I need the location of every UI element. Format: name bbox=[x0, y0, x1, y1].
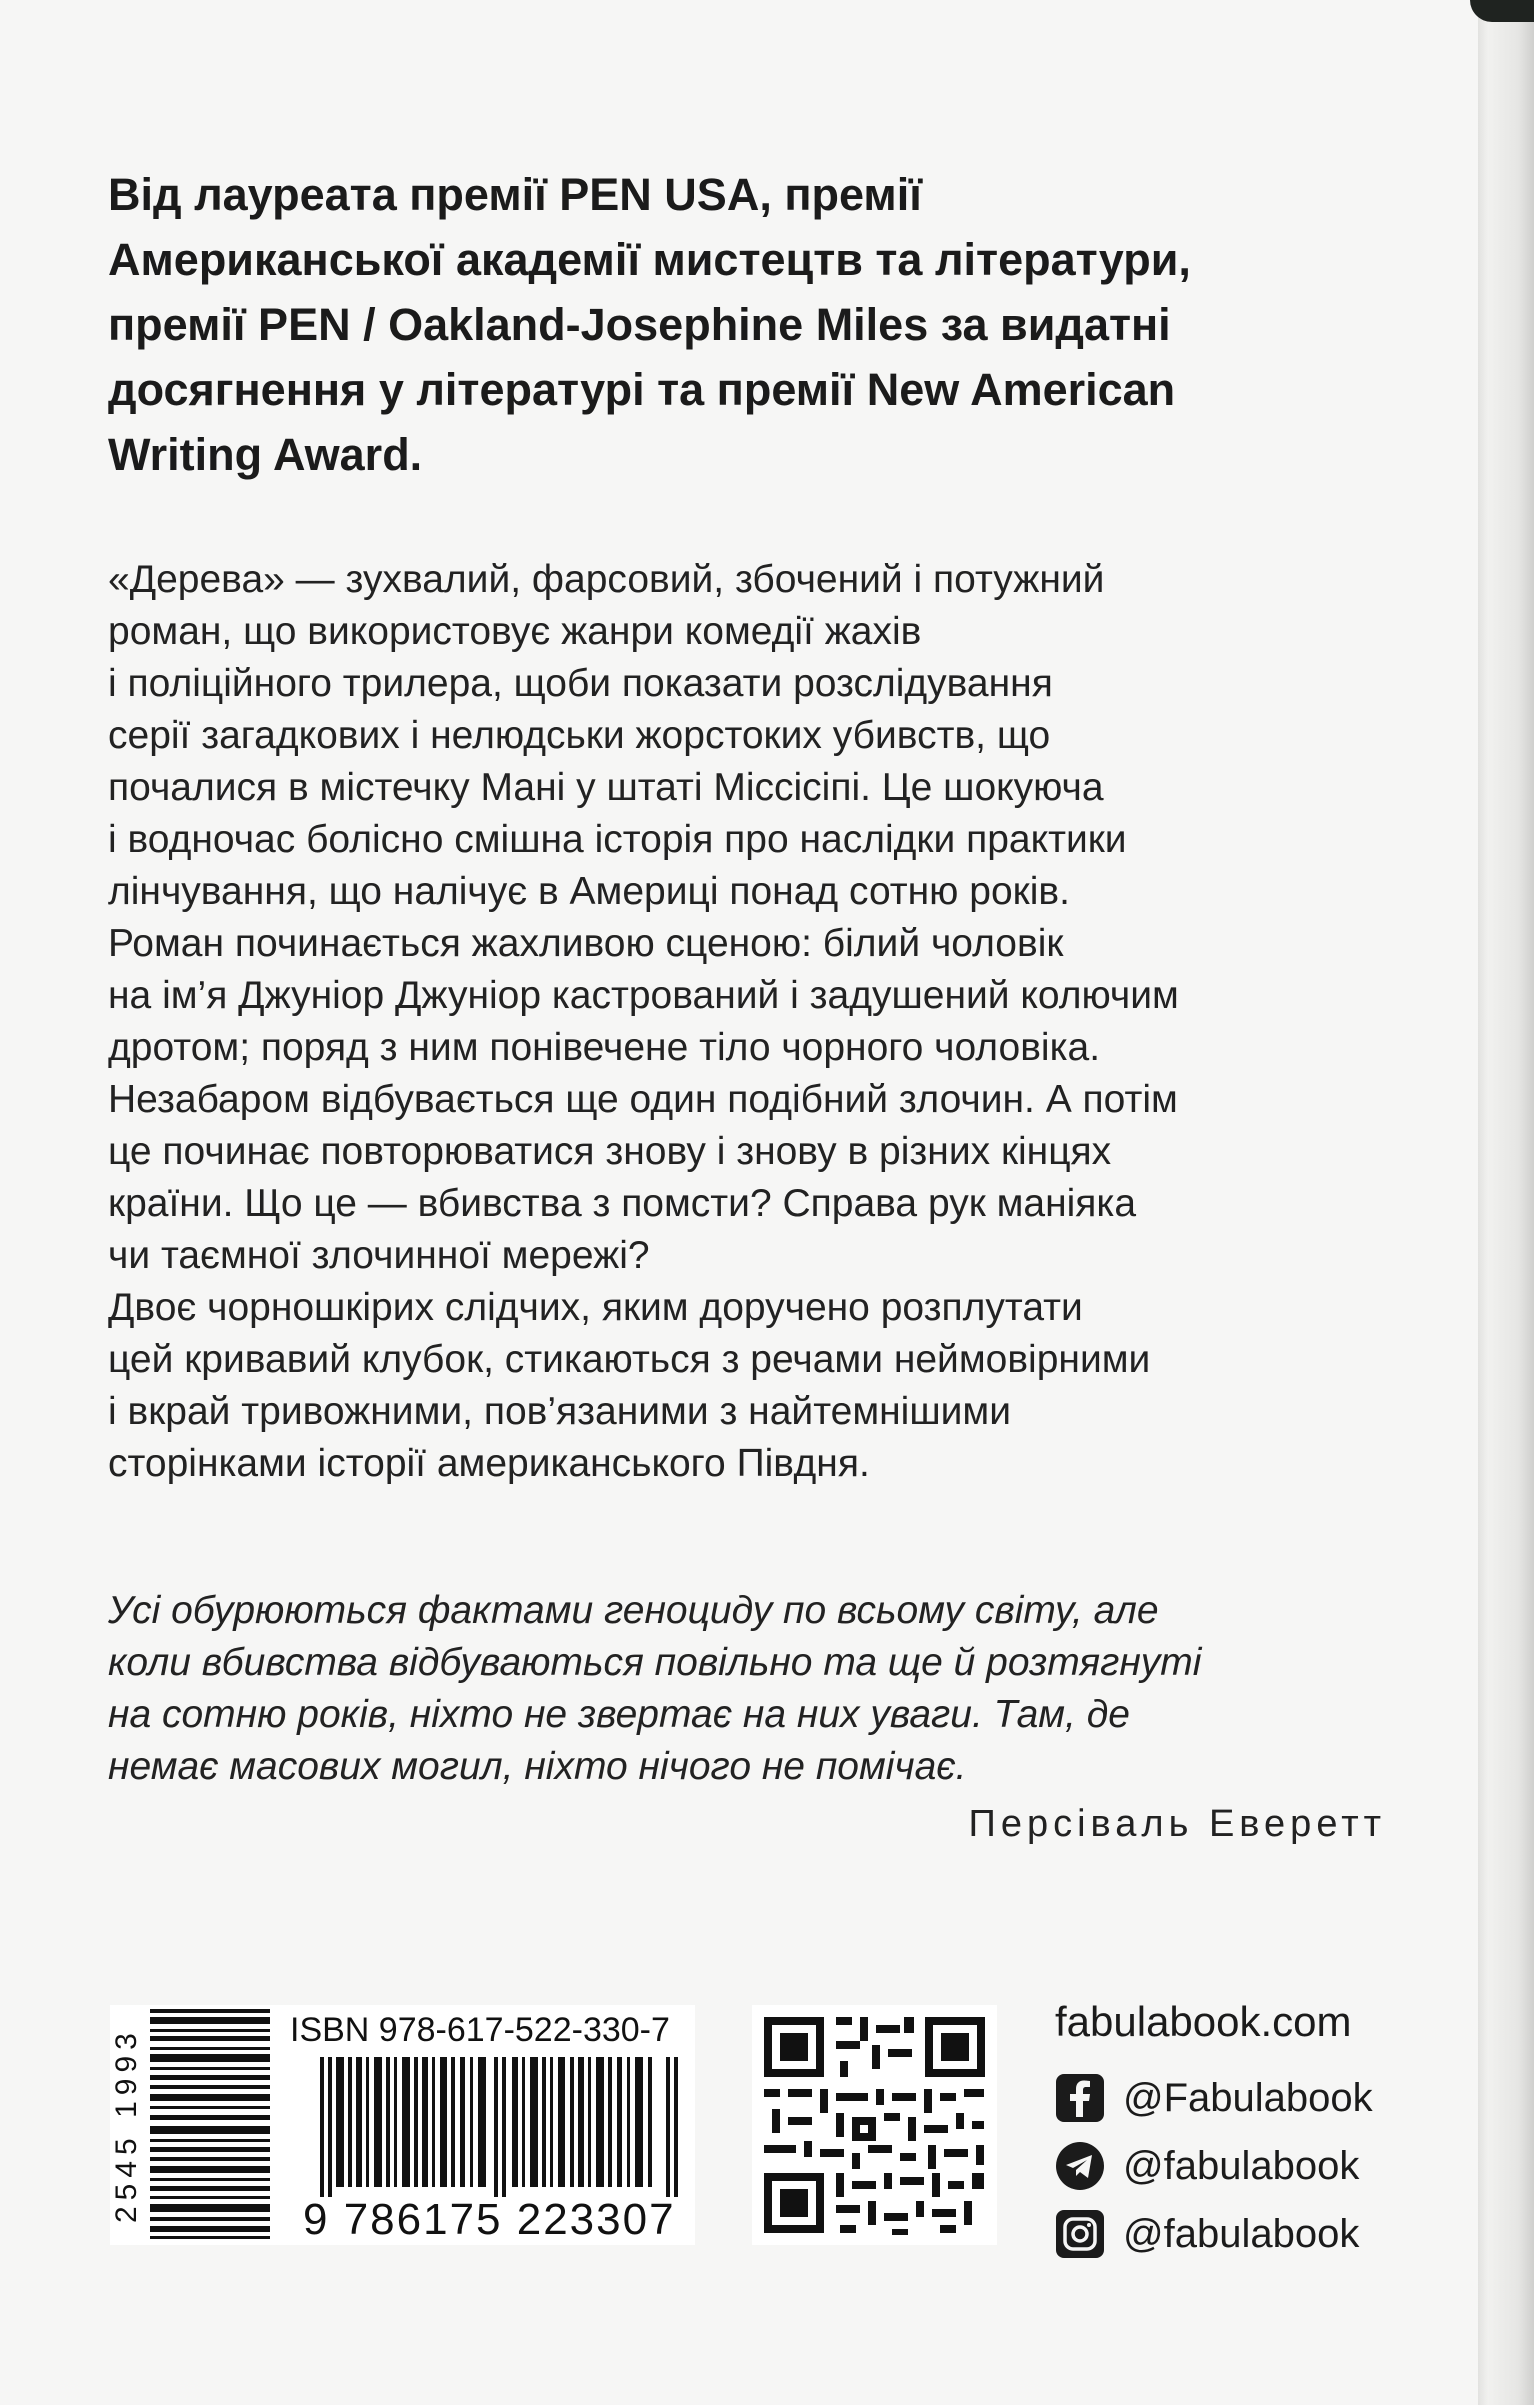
headline-line: Від лауреата премії PEN USA, премії bbox=[108, 169, 922, 220]
isbn-barcode bbox=[110, 2005, 695, 2245]
telegram-icon bbox=[1055, 2141, 1105, 2191]
instagram-icon bbox=[1055, 2209, 1105, 2259]
headline-line: досягнення у літературі та премії New American bbox=[108, 364, 1176, 415]
book-description bbox=[108, 554, 1408, 1490]
facebook-icon bbox=[1055, 2073, 1105, 2123]
telegram-link[interactable] bbox=[1055, 2140, 1359, 2192]
quote-line: Усі обурюються фактами геноциду по всьому світу, але bbox=[108, 1589, 1159, 1632]
description-line: сторінками історії американського Півдня. bbox=[108, 1442, 870, 1485]
description-line: це починає повторюватися знову і знову в різних кінцях bbox=[108, 1130, 1112, 1173]
description-line: країни. Що це — вбивства з помсти? Справа рук маніяка bbox=[108, 1182, 1137, 1225]
qr-code bbox=[752, 2005, 997, 2245]
description-line: чи таємної злочинної мережі? bbox=[108, 1234, 650, 1277]
vertical-barcode bbox=[110, 2005, 280, 2245]
description-line: роман, що використовує жанри комедії жахів bbox=[108, 610, 922, 653]
book-spine-edge bbox=[1478, 0, 1534, 2405]
cover-corner bbox=[1470, 0, 1534, 22]
description-line: і вкрай тривожними, пов’язаними з найтемнішими bbox=[108, 1390, 1011, 1433]
qr-code-icon bbox=[752, 2005, 997, 2245]
description-line: серії загадкових і нелюдськи жорстоких убивств, що bbox=[108, 714, 1051, 757]
quote-line: на сотню років, ніхто не звертає на них уваги. Там, де bbox=[108, 1693, 1130, 1736]
award-headline bbox=[108, 162, 1408, 487]
facebook-link[interactable] bbox=[1055, 2072, 1373, 2124]
description-line: Роман починається жахливою сценою: білий чоловік bbox=[108, 922, 1064, 965]
quote-line: немає масових могил, ніхто нічого не помічає. bbox=[108, 1745, 967, 1788]
description-line: і водночас болісно смішна історія про наслідки практики bbox=[108, 818, 1127, 861]
vertical-barcode-digits: 2545 1993 bbox=[110, 2027, 143, 2223]
headline-line: Американської академії мистецтв та літератури, bbox=[108, 234, 1191, 285]
author-quote bbox=[108, 1585, 1408, 1793]
description-line: дротом; поряд з ним понівечене тіло чорного чоловіка. bbox=[108, 1026, 1101, 1069]
description-line: Незабаром відбувається ще один подібний злочин. А потім bbox=[108, 1078, 1178, 1121]
headline-line: премії PEN / Oakland-Josephine Miles за видатні bbox=[108, 299, 1171, 350]
description-line: почалися в містечку Мані у штаті Міссісіпі. Це шокуюча bbox=[108, 766, 1104, 809]
isbn-number: ISBN 978-617-522-330-7 bbox=[290, 2011, 670, 2049]
ean-digits: 9 786175 223307 bbox=[303, 2195, 676, 2244]
description-line: «Дерева» — зухвалий, фарсовий, збочений і потужний bbox=[108, 558, 1105, 601]
description-line: цей кривавий клубок, стикаються з речами неймовірними bbox=[108, 1338, 1151, 1381]
description-line: Двоє чорношкірих слідчих, яким доручено розплутати bbox=[108, 1286, 1083, 1329]
instagram-handle: @fabulabook bbox=[1123, 2211, 1360, 2256]
instagram-link[interactable] bbox=[1055, 2208, 1359, 2260]
ean-barcode-bars bbox=[320, 2057, 690, 2197]
quote-line: коли вбивства відбуваються повільно та ще й розтягнуті bbox=[108, 1641, 1202, 1684]
telegram-handle: @fabulabook bbox=[1123, 2143, 1360, 2188]
description-line: на ім’я Джуніор Джуніор кастрований і задушений колючим bbox=[108, 974, 1179, 1017]
headline-line: Writing Award. bbox=[108, 429, 423, 480]
quote-author: Персіваль Еверетт bbox=[968, 1803, 1386, 1845]
facebook-handle: @Fabulabook bbox=[1123, 2075, 1373, 2120]
website-link[interactable]: fabulabook.com bbox=[1055, 1998, 1352, 2045]
description-line: лінчування, що налічує в Америці понад сотню років. bbox=[108, 870, 1070, 913]
description-line: і поліційного трилера, щоби показати розслідування bbox=[108, 662, 1053, 705]
